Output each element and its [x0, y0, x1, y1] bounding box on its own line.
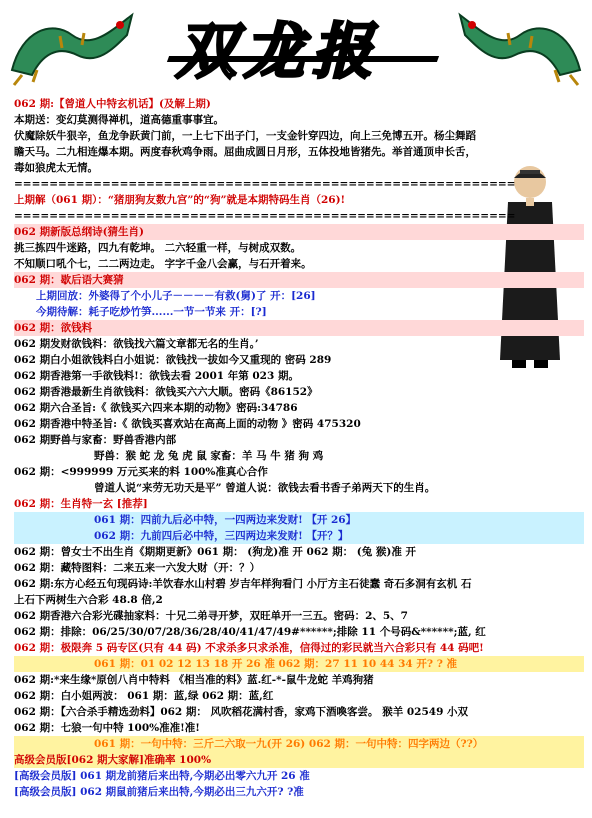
text-line: 062 期香港第一手欲钱料!：欲钱去看 2001 年第 023 期。 — [14, 370, 299, 382]
text-line: 062 期：歇后语大赛猜 — [14, 272, 584, 288]
text-line: 062 期：极限奔 5 码专区(只有 44 码) 不求杀多只求杀准，信得过的彩民就当六合彩只有 44 码吧! — [14, 642, 484, 654]
text-line: 062 期：白小姐两波： 061 期：蓝,绿 062 期：蓝,红 — [14, 690, 274, 702]
text-line: 062 期：七狼一句中特 100%准准!准! — [14, 722, 200, 734]
text-line: 061 期：一句中特：三斤二六取一九(开 26) 062 期：一句中特：四字两边（??） — [14, 736, 584, 752]
text-line: 062 期:【曾道人中特玄机话】(及解上期) — [14, 98, 211, 110]
text-line: 上期回放：外婆得了个小儿子－－－－有救(舅)了 开：[26] — [36, 290, 316, 302]
text-line: 曾道人说“来劳无功天是平” 曾道人说：欲钱去看书香子弟两天下的生肖。 — [94, 482, 436, 494]
text-line: 野兽：猴 蛇 龙 兔 虎 鼠 家畜：羊 马 牛 猪 狗 鸡 — [94, 450, 324, 462]
text-line: [高级会员版] 061 期龙前猪后来出特,今期必出零六九开 26 准 — [14, 770, 310, 782]
article-body — [14, 96, 584, 800]
text-line: 062 期：藏特图料：二来五来一六发大财（开：？） — [14, 562, 261, 574]
text-line: 062 期发财欲钱料：欲钱找六篇文章都无名的生肖。’ — [14, 338, 259, 350]
text-line: 062 期香港六合彩光碟抽家料：十兄二弟寻开梦，双旺单开一三五。密码：2、5、7 — [14, 610, 408, 622]
text-line: ========================================================= — [14, 210, 516, 222]
text-line: 061 期：01 02 12 13 18 开 26 准 062 期：27 11 10 44 34 开? ? 准 — [14, 656, 584, 672]
text-line: 毒如狼虎太无情。 — [14, 162, 98, 174]
text-line: 挑三拣四牛迷路，四九有乾坤。 二六轻重一样，与树成双数。 — [14, 242, 302, 254]
text-line: 062 期香港中特圣旨:《 欲钱买喜欢站在高高上面的动物 》密码 475320 — [14, 418, 361, 430]
text-line: 伏魔除妖牛狠辛，鱼龙争跃黄门前，一上七下出子门，一支金针穿四边，向上三免博五开。杨尘舞蹈 — [14, 130, 476, 142]
text-line: ========================================================= — [14, 178, 516, 190]
text-line: 062 期:*来生缘*原创八肖中特料 《相当准的料》蓝.红-*-鼠牛龙蛇 羊鸡狗猪 — [14, 674, 374, 686]
text-line: 不知顺口吼个七，二二两边走。 字字千金八会赢，与石开着来。 — [14, 258, 312, 270]
logo — [168, 4, 438, 87]
text-line: 062 期：欲钱料 — [14, 320, 584, 336]
text-line: 本期送：变幻莫测得禅机，道高德重事事宜。 — [14, 114, 224, 126]
text-line: 062 期野兽与家畜：野兽香港内部 — [14, 434, 177, 446]
text-line: 061 期：四前九后必中特，一四两边来发财! 【开 26】 — [14, 512, 584, 528]
text-line: 062 期：生肖特一玄 [推荐] — [14, 498, 148, 510]
text-line: 上石下两树生六合彩 48.8 倍,2 — [14, 594, 163, 606]
text-line: [高级会员版] 062 期鼠前猪后来出特,今期必出三九六开? ?准 — [14, 786, 304, 798]
text-line: 062 期：【六合杀手精选劲料】062 期： 风吹稻花满村香，家鸡下酒喚客尝。 猴羊 02549 小双 — [14, 706, 469, 718]
text-line: 上期解（061 期）：“猪朋狗友数九宫”的“狗”就是本期特码生肖（26)! — [14, 194, 346, 206]
text-line: 高级会员版[062 期大家解]准确率 100% — [14, 752, 584, 768]
logo-text: 双龙报 — [176, 17, 380, 87]
text-line: 062 期六合圣旨:《 欲钱买六四来本期的动物》密码:34786 — [14, 402, 298, 414]
text-line: 今期待解：耗子吃炒竹笋......一节一节来 开：[?] — [36, 306, 267, 318]
text-line: 062 期：曾女士不出生肖《期期更新》061 期： (狗龙)准 开 062 期： (兔 猴)准 开 — [14, 546, 417, 558]
text-line: 瞻天马。二九相连爆本期。两度春秋鸡争雨。屈曲成圆日月形，五体投地皆猪先。举首通顶申长舌， — [14, 146, 476, 158]
text-line: 062 期:东方心经五句现码诗:羊饮春水山村碧 岁吉年样狗看门 小厅方主石徒蠢 奇石多洞有玄机 石 — [14, 578, 472, 590]
text-line: 062 期：九前四后必中特，三四两边来发财! 【开？】 — [14, 528, 584, 544]
text-line: 062 期香港最新生肖欲钱料：欲钱买六六大顺。密码《86152》 — [14, 386, 318, 398]
text-line: 062 期：<999999 万元买来的料 100%准真心合作 — [14, 466, 268, 478]
dragon-left-icon — [2, 0, 142, 90]
text-line: 062 期新版总纲诗(猜生肖) — [14, 224, 584, 240]
header — [0, 0, 592, 96]
text-line: 062 期：排除：06/25/30/07/28/36/28/40/41/47/49#******;排除 11 个号码&******;蓝, 红 — [14, 626, 486, 638]
dragon-right-icon — [450, 0, 590, 90]
text-line: 062 期白小姐欲钱料白小姐说：欲钱找一拔如今又重现的 密码 289 — [14, 354, 332, 366]
